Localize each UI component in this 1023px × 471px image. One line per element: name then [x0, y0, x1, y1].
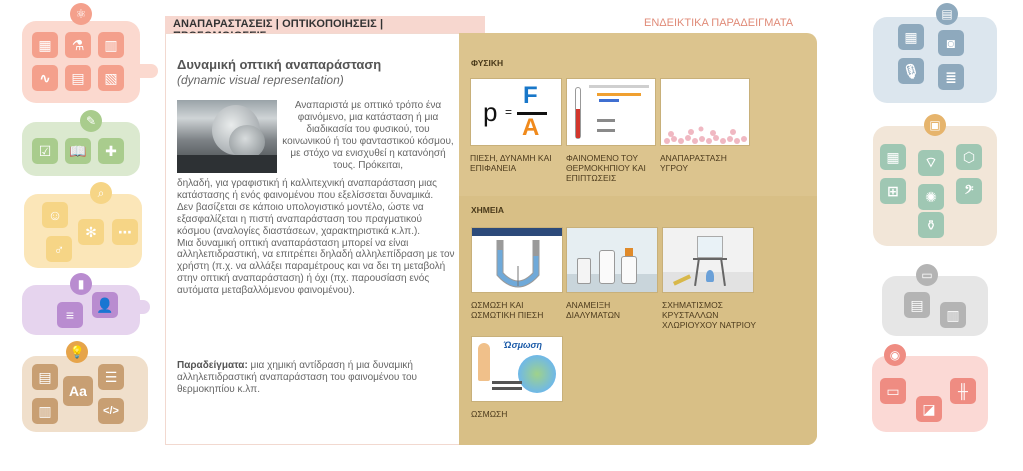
- note-icon[interactable]: ▮: [70, 273, 92, 295]
- document-chart-icon[interactable]: ▧: [98, 65, 124, 91]
- vase-icon[interactable]: ⚱: [918, 212, 944, 238]
- greenhouse-thumbnail[interactable]: [566, 78, 656, 146]
- text-icon[interactable]: Aa: [63, 376, 93, 406]
- examples-text: [177, 360, 447, 396]
- server-icon[interactable]: ☰: [98, 364, 124, 390]
- code-icon[interactable]: </>: [98, 398, 124, 424]
- brain-icon[interactable]: ✺: [918, 184, 944, 210]
- wifi-icon[interactable]: ⌔: [918, 150, 944, 176]
- pencil-icon[interactable]: ✎: [80, 110, 102, 132]
- osmosis-pressure-caption: ΩΣΜΩΣΗ ΚΑΙ ΩΣΜΩΤΙΚΗ ΠΙΕΣΗ: [471, 300, 544, 320]
- eye-icon[interactable]: ◉: [884, 344, 906, 366]
- magnifier-icon[interactable]: ⌕: [90, 182, 112, 204]
- page-title: ΑΝΑΠΑΡΑΣΤΑΣΕΙΣ | ΟΠΤΙΚΟΠΟΙΗΣΕΙΣ |: [165, 16, 485, 33]
- map-icon[interactable]: ⊞: [880, 178, 906, 204]
- crystal-thumbnail[interactable]: [662, 227, 754, 293]
- lightbulb-icon[interactable]: 💡: [66, 341, 88, 363]
- chemistry-label: ΧΗΜΕΙΑ: [471, 205, 505, 215]
- window-icon[interactable]: ▭: [916, 264, 938, 286]
- archive-icon[interactable]: ▤: [936, 3, 958, 25]
- cube-icon[interactable]: ⬡: [956, 144, 982, 170]
- physics-label: ΦΥΣΙΚΗ: [471, 58, 504, 68]
- pressure-force: F: [523, 82, 538, 109]
- music-icon[interactable]: 𝄢: [956, 178, 982, 204]
- liquid-caption: ΑΝΑΠΑΡΑΣΤΑΣΗ ΥΓΡΟΥ: [660, 153, 727, 173]
- media-group: [873, 17, 997, 103]
- notebook-icon[interactable]: ▥: [32, 398, 58, 424]
- puzzle-icon[interactable]: ✚: [98, 138, 124, 164]
- line-graph-icon[interactable]: ∿: [32, 65, 58, 91]
- windows-group: [882, 276, 988, 336]
- examples-description: μια χημική αντίδραση ή μια δυναμική αλληλεπιδραστική αναπαράσταση του φαινομένου του θερμοκηπίου κ.λπ.: [177, 360, 418, 395]
- camera-icon[interactable]: ◙: [938, 30, 964, 56]
- examples-heading: ΕΝΔΕΙΚΤΙΚΑ ΠΑΡΑΔΕΙΓΜΑΤΑ: [644, 17, 794, 29]
- concept-title: Δυναμική οπτική αναπαράσταση: [177, 57, 382, 72]
- mixing-caption: ΑΝΑΜΕΙΞΗ ΔΙΑΛΥΜΑΤΩΝ: [566, 300, 621, 320]
- volcano-photo: [177, 100, 277, 173]
- browser-icon[interactable]: ▤: [904, 292, 930, 318]
- examples-label: Παραδείγματα:: [177, 360, 248, 371]
- notes-icon[interactable]: ≣: [938, 64, 964, 90]
- gender-icon[interactable]: ♂: [46, 236, 72, 262]
- pressure-p: p: [483, 97, 498, 127]
- grid-chart-icon[interactable]: ▤: [65, 65, 91, 91]
- grid-icon[interactable]: ▦: [880, 144, 906, 170]
- greenhouse-caption: ΦΑΙΝΟΜΕΝΟ ΤΟΥ ΘΕΡΜΟΚΗΠΙΟΥ ΚΑΙ ΕΠΙΠΤΩΣΕΙΣ: [566, 153, 646, 183]
- checklist-icon[interactable]: ☑: [32, 138, 58, 164]
- equalizer-icon[interactable]: ╫: [950, 378, 976, 404]
- bar-chart-icon[interactable]: ▥: [98, 32, 124, 58]
- flask-icon[interactable]: ⚗: [65, 32, 91, 58]
- people-icon[interactable]: ☺: [42, 202, 68, 228]
- description-body: δηλαδή, για γραφιστική ή καλλιτεχνική αναπαράσταση μιας κατάστασης ή ενός φαινομένου που εξελίσσεται δυναμικά. Δεν βασίζεται σε κάποιο υπολογιστικό μοντέλο, ώστε να εξασφαλίζεται η πιστή αναπαράσταση του πραγματικού κόσμου (αναλογίες διαστάσεων, χαρακτηριστικά κ.λπ.). Μια δυναμική οπτική αναπαράσταση μπορεί να είναι αλληλεπιδραστική, να επιτρέπει δηλαδή αλληλεπίδραση με τον χρήστη (π.χ. να αλλάξει παραμέτρους και να δει τη μεταβολή στην οπτική αναπαράσταση) ή όχι (πχ. παρουσίαση ενός αυτόματα μεταβαλλόμενου φαινομένου).: [177, 178, 455, 297]
- sequence-icon[interactable]: ⋯: [112, 219, 138, 245]
- osmosis-thumbnail[interactable]: [471, 336, 563, 402]
- document-icon[interactable]: ▤: [32, 364, 58, 390]
- list-icon[interactable]: ≡: [57, 302, 83, 328]
- crystal-caption: ΣΧΗΜΑΤΙΣΜΟΣ ΚΡΥΣΤΑΛΛΩΝ ΧΛΩΡΙΟΥΧΟΥ ΝΑΤΡΙΟΥ: [662, 300, 757, 330]
- profile-card-icon[interactable]: 👤: [92, 292, 118, 318]
- profile-tab: [130, 300, 150, 314]
- pressure-area: A: [522, 114, 540, 141]
- description-intro: Αναπαριστά με οπτικό τρόπο ένα φαινόμενο, μια κατάσταση ή μια διαδικασία του φυσικού, του κοινωνικού ή του φανταστικού κόσμου, με στόχο να ενισχυθεί η κατανόησή τους. Πρόκειται,: [282, 100, 454, 171]
- osmosis-thumb-title: Ώσμωση: [504, 340, 543, 350]
- microphone-icon[interactable]: 🎙: [898, 58, 924, 84]
- liquid-thumbnail[interactable]: [660, 78, 750, 146]
- mixing-thumbnail[interactable]: [566, 227, 658, 293]
- monitor-icon[interactable]: ▭: [880, 378, 906, 404]
- osmosis-caption: ΩΣΜΩΣΗ: [471, 409, 508, 419]
- osmosis-pressure-thumbnail[interactable]: [471, 227, 563, 293]
- briefcase-icon[interactable]: ▣: [924, 114, 946, 136]
- chat-icon[interactable]: ◪: [916, 396, 942, 422]
- atom-icon[interactable]: ⚛: [70, 3, 92, 25]
- pressure-caption: ΠΙΕΣΗ, ΔΥΝΑΜΗ ΚΑΙ ΕΠΙΦΑΝΕΙΑ: [470, 153, 552, 173]
- book-icon[interactable]: 📖: [65, 138, 91, 164]
- form-icon[interactable]: ▥: [940, 302, 966, 328]
- pressure-thumbnail[interactable]: [470, 78, 562, 146]
- network-icon[interactable]: ✻: [78, 219, 104, 245]
- dashboard-icon[interactable]: ▦: [32, 32, 58, 58]
- pressure-equals: =: [505, 105, 513, 119]
- representations-tab: [130, 64, 158, 78]
- concept-subtitle: (dynamic visual representation): [177, 73, 344, 87]
- video-icon[interactable]: ▦: [898, 24, 924, 50]
